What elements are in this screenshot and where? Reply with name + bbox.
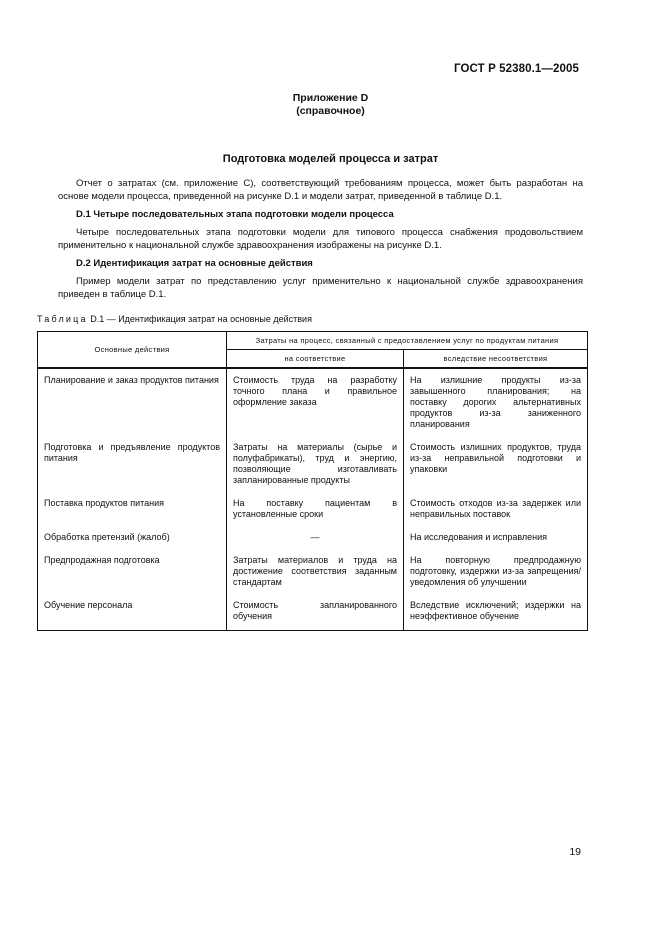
cell-action: Планирование и заказ продуктов питания	[38, 368, 227, 442]
d2-heading: D.2 Идентификация затрат на основные действия	[76, 258, 313, 269]
d1-paragraph	[58, 227, 583, 252]
cell-nonconformance: Вследствие исключений; издержки на неэффективное обучение	[404, 600, 588, 631]
cell-action: Подготовка и предъявление продуктов питания	[38, 442, 227, 498]
header-nonconformance: вследствие несоответствия	[404, 350, 588, 369]
cell-action: Поставка продуктов питания	[38, 498, 227, 532]
table-row	[38, 498, 588, 532]
cell-nonconformance: Стоимость отходов из-за задержек или неправильных поставок	[404, 498, 588, 532]
d1-heading: D.1 Четыре последовательных этапа подготовки модели процесса	[76, 209, 394, 220]
cell-conformance: Стоимость труда на разработку точного плана и правильное оформление заказа	[227, 368, 404, 442]
cell-conformance: На поставку пациентам в установленные сроки	[227, 498, 404, 532]
intro-text: Отчет о затратах (см. приложение С), соответствующий требованиям процесса, может быть разработан на основе модели процесса, приведенной на рисунке D.1 и модели затрат, приведенной в таблице D.1.	[58, 178, 583, 202]
cell-nonconformance: Стоимость излишних продуктов, труда из-за неправильной подготовки и упаковки	[404, 442, 588, 498]
header-process-costs: Затраты на процесс, связанный с предоставлением услуг по продуктам питания	[227, 332, 588, 350]
table-row	[38, 368, 588, 442]
cell-conformance: Стоимость запланированного обучения	[227, 600, 404, 631]
header-main-actions: Основные действия	[38, 332, 227, 369]
cell-conformance: —	[227, 532, 404, 555]
d2-paragraph	[58, 276, 583, 301]
d1-text: Четыре последовательных этапа подготовки модели для типового процесса снабжения продовольствием применительно к национальной службе здравоохранения изображены на рисунке D.1.	[58, 227, 583, 251]
table-row	[38, 600, 588, 631]
d2-text: Пример модели затрат по представлению услуг применительно к национальной службе здравоохранения приведен в таблице D.1.	[58, 276, 583, 300]
annex-heading	[0, 92, 661, 118]
table-caption-prefix: Таблица	[37, 314, 88, 324]
cost-table	[37, 331, 588, 631]
cell-action: Обработка претензий (жалоб)	[38, 532, 227, 555]
table-row	[38, 555, 588, 600]
document-code: ГОСТ Р 52380.1—2005	[454, 63, 579, 75]
annex-title: Приложение D	[292, 92, 369, 104]
cell-conformance: Затраты на материалы (сырье и полуфабрикаты), труд и энергию, позволяющие изготавливать запланированные продукты	[227, 442, 404, 498]
table-row	[38, 532, 588, 555]
intro-paragraph	[58, 178, 583, 203]
cell-action: Обучение персонала	[38, 600, 227, 631]
cell-nonconformance: На повторную предпродажную подготовку, издержки из-за запрещения/уведомления об улучшении	[404, 555, 588, 600]
cell-action: Предпродажная подготовка	[38, 555, 227, 600]
section-title: Подготовка моделей процесса и затрат	[222, 153, 439, 165]
cell-conformance: Затраты материалов и труда на достижение соответствия заданным стандартам	[227, 555, 404, 600]
annex-subtitle: (справочное)	[296, 105, 365, 117]
cell-nonconformance: На исследования и исправления	[404, 532, 588, 555]
page-number: 19	[569, 846, 581, 858]
table-row	[38, 442, 588, 498]
cell-nonconformance: На излишние продукты из-за завышенного планирования; на поставку дорогих альтернативных продуктов из-за заниженного планирования	[404, 368, 588, 442]
header-conformance: на соответствие	[227, 350, 404, 369]
table-caption-title: D.1 — Идентификация затрат на основные действия	[87, 314, 312, 324]
table-caption	[37, 314, 312, 324]
